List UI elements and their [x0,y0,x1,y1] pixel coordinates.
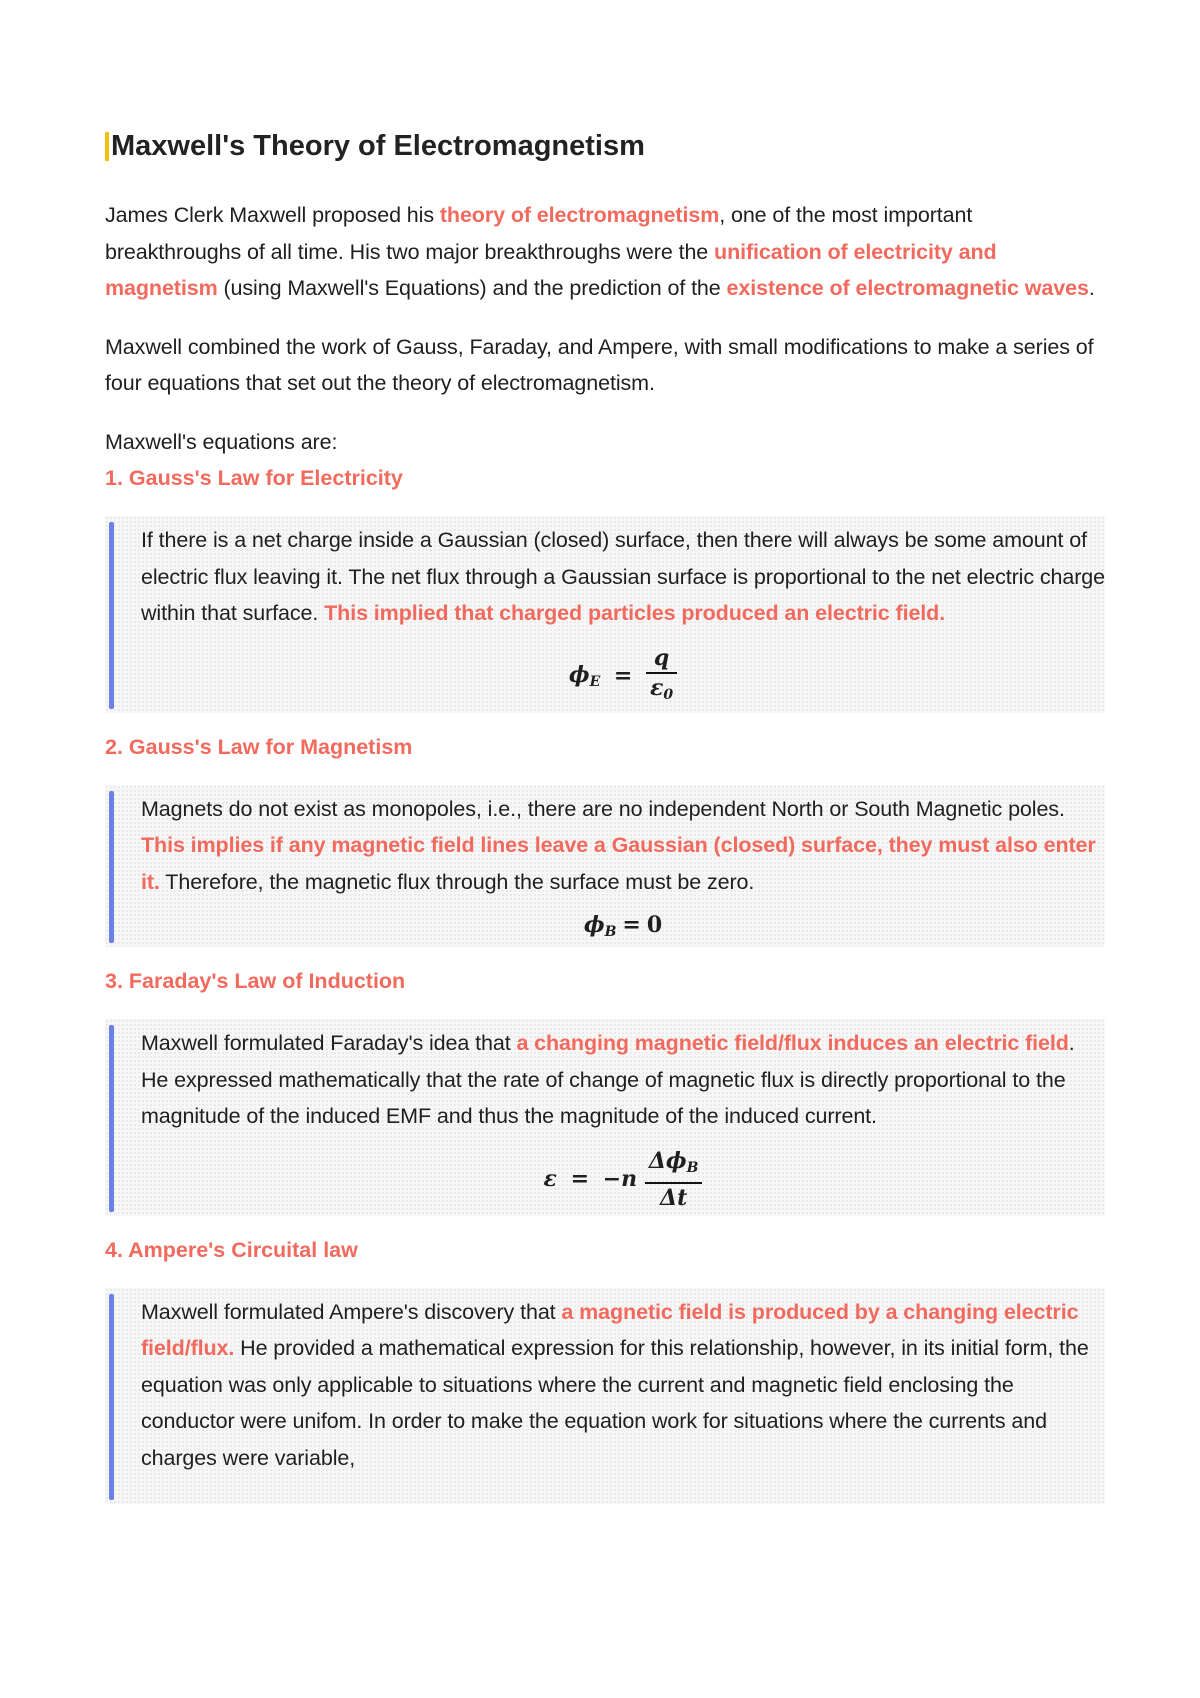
page-title [105,128,1105,164]
law-3-callout [105,1019,1105,1216]
law-2-text [141,791,1105,901]
intro-highlight-3: existence of electromagnetic waves [726,276,1089,300]
law-3-highlight: a changing magnetic field/flux induces an electric field [516,1031,1069,1055]
formula-epsilon: ε [543,1166,557,1192]
document-content [105,128,1105,1520]
law-4-heading: 4. Ampere's Circuital law [105,1237,358,1262]
law-1-callout [105,516,1105,713]
formula-fraction [646,644,677,709]
law-2-highlight: This implies if any magnetic field lines leave a Gaussian (closed) surface, they must also enter it. [141,833,1096,894]
intro-text-2: , one of the most important breakthroughs of all time. His two major breakthroughs were the [105,203,973,264]
law-2-text-1: Magnets do not exist as monopoles, i.e., there are no independent North or South Magnetic poles. [141,796,1065,821]
formula-coefficient: −n [602,1166,638,1192]
formula-rhs: 0 [646,912,663,938]
formula-denominator-subscript: 0 [663,686,674,703]
law-4-highlight: a magnetic field is produced by a changing electric field/flux. [141,1299,1079,1360]
law-1-heading: 1. Gauss's Law for Electricity [105,466,403,490]
formula-delta-phi: Δϕ [648,1147,687,1174]
intro-highlight-1: theory of electromagnetism [439,203,720,227]
formula-equals: = [613,663,633,689]
callout-bar [109,1025,114,1212]
law-2-heading: 2. Gauss's Law for Magnetism [105,734,413,759]
formula-numerator: q [646,644,677,674]
formula-phi: ϕ [583,912,605,938]
intro-paragraph [105,197,1105,307]
law-4-text [141,1294,1105,1477]
formula-denominator [646,674,677,709]
law-1-highlight: This implied that charged particles produced an electric field. [324,601,946,625]
law-3-text [141,1025,1105,1135]
intro-text-3: (using Maxwell's Equations) and the prediction of the [217,276,727,300]
law-3-heading: 3. Faraday's Law of Induction [105,969,406,993]
law-3-formula [141,1147,1105,1212]
formula-lhs [568,661,601,690]
formula-epsilon: ε [650,674,664,701]
law-2-formula [141,914,1105,939]
intro-text-4: . [1088,276,1095,300]
law-4-callout [105,1288,1105,1505]
law-4-text-2: He provided a mathematical expression for this relationship, however, in its initial form, the equation was only applicable to situations where the current and magnetic field enclosing the conductor were unifom. In order to make the equation work for situations where the currents and charges were variable, [141,1336,1089,1470]
formula-fraction [645,1147,703,1212]
law-3-text-2: . He expressed mathematically that the rate of change of magnetic flux is directly proportional to the magnitude of the induced EMF and thus the magnitude of the induced current. [141,1031,1075,1128]
law-2-text-2: Therefore, the magnetic flux through the surface must be zero. [159,869,755,894]
law-4-text-1: Maxwell formulated Ampere's discovery that [141,1299,562,1324]
formula-phi: ϕ [568,661,590,688]
formula-numerator [645,1147,703,1184]
formula-denominator: Δt [660,1184,688,1211]
law-1-text-1: If there is a net charge inside a Gaussian (closed) surface, then there will always be some amount of electric flux leaving it. The net flux through a Gaussian surface is proportional to the net electric charge within that surface. [141,528,1105,625]
formula-subscript: E [589,673,601,690]
formula-equals: = [570,1166,590,1192]
title-accent-bar [105,132,109,161]
callout-bar [109,791,114,944]
law-1-text [141,522,1105,632]
formula-subscript: B [604,924,617,940]
callout-bar [109,522,114,709]
law-2-callout [105,785,1105,948]
intro-text-1: James Clerk Maxwell proposed his [105,203,440,227]
formula-numerator-subscript: B [686,1159,699,1176]
formula-equals: = [622,912,641,938]
intro-highlight-2: unification of electricity and magnetism [105,239,997,300]
law-3-text-1: Maxwell formulated Faraday's idea that [141,1031,517,1055]
page-title-text: Maxwell's Theory of Electromagnetism [111,130,645,162]
callout-bar [109,1294,114,1501]
equations-intro: Maxwell's equations are: [105,429,338,454]
combined-paragraph: Maxwell combined the work of Gauss, Faraday, and Ampere, with small modifications to make a series of four equations that set out the theory of electromagnetism. [105,334,1094,395]
law-1-formula [141,644,1105,709]
